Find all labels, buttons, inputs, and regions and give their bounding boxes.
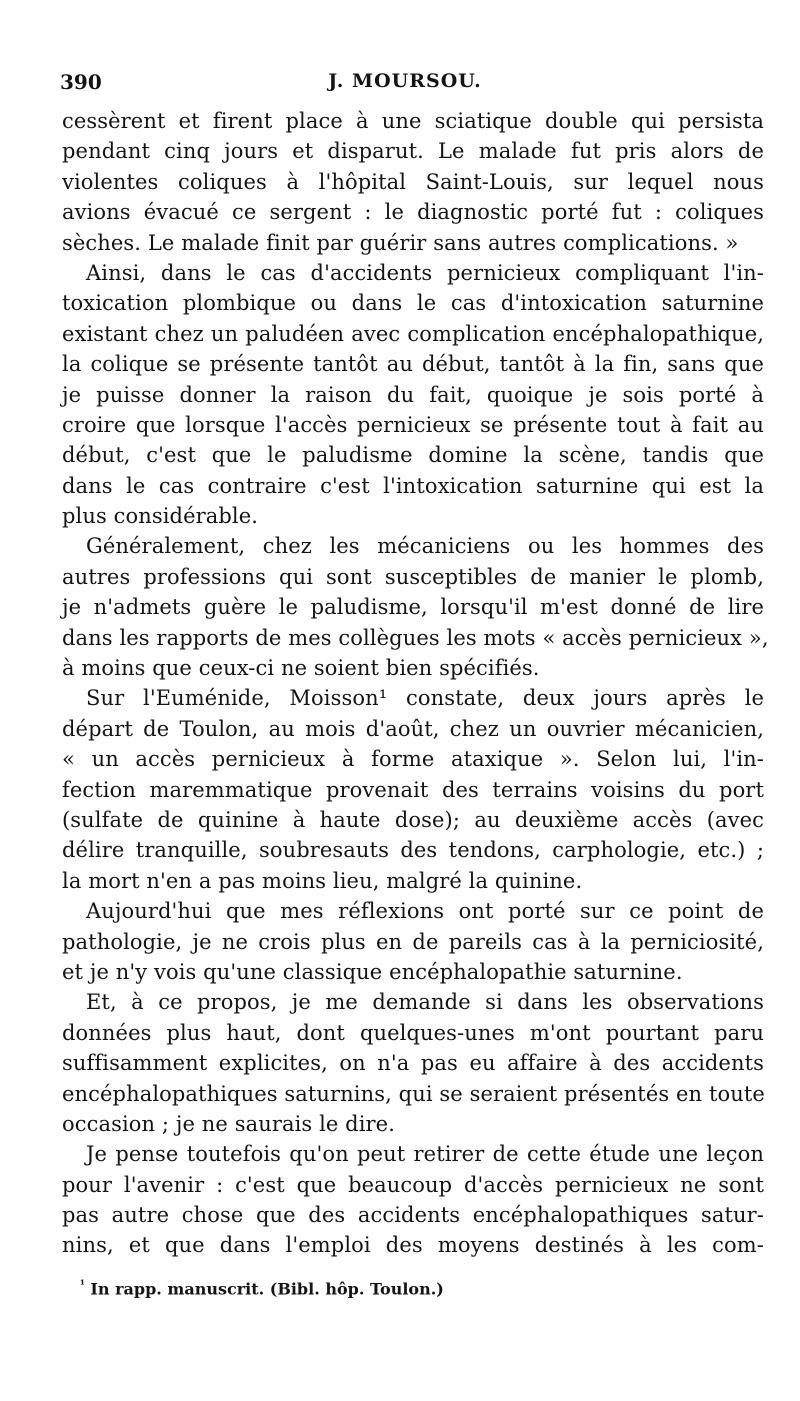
text-line: départ de Toulon, au mois d'août, chez un ouvrier mécanicien, [62, 716, 764, 741]
text-line: et je n'y vois qu'une classique encéphalopathie saturnine. [62, 959, 683, 984]
text-line: Généralement, chez les mécaniciens ou les hommes des [86, 534, 764, 559]
text-line: nins, et que dans l'emploi des moyens destinés à les com- [62, 1233, 764, 1258]
text-line: je n'admets guère le paludisme, lorsqu'il m'est donné de lire [62, 595, 764, 620]
text-line: cessèrent et firent place à une sciatique double qui persista [62, 109, 764, 133]
running-head: J. MOURSOU. [328, 70, 482, 92]
text-line: pas autre chose que des accidents encéphalopathiques satur- [62, 1203, 764, 1228]
text-line: pour l'avenir : c'est que beaucoup d'accès pernicieux ne sont [62, 1172, 764, 1197]
text-line: fection maremmatique provenait des terrains voisins du port [62, 777, 764, 802]
footnote-text: In rapp. manuscrit. (Bibl. hôp. Toulon.) [90, 1279, 444, 1299]
text-line: données plus haut, dont quelques-unes m'ont pourtant paru [62, 1020, 764, 1045]
text-line: existant chez un paludéen avec complication encéphalopathique, [62, 321, 764, 346]
text-line: début, c'est que le paludisme domine la scène, tandis que [62, 443, 764, 468]
text-line: (sulfate de quinine à haute dose); au deuxième accès (avec [62, 807, 764, 832]
text-line: je puisse donner la raison du fait, quoique je sois porté à [62, 382, 764, 407]
text-line: suffisamment explicites, on n'a pas eu affaire à des accidents [62, 1051, 764, 1076]
text-line: Sur l'Euménide, Moisson¹ constate, deux jours après le [86, 686, 764, 711]
page-number: 390 [60, 70, 102, 94]
text-line: dans le cas contraire c'est l'intoxication saturnine qui est la [62, 473, 764, 498]
body-text [62, 106, 769, 1261]
text-line: pendant cinq jours et disparut. Le malade fut pris alors de [62, 139, 764, 164]
text-line: encéphalopathiques saturnins, qui se seraient présentés en toute [62, 1081, 765, 1106]
text-line: Aujourd'hui que mes réflexions ont porté sur ce point de [86, 899, 764, 924]
text-line: délire tranquille, soubresauts des tendons, carphologie, etc.) ; [62, 838, 764, 863]
text-line: violentes coliques à l'hôpital Saint-Louis, sur lequel nous [62, 169, 764, 194]
text-line: occasion ; je ne saurais le dire. [62, 1111, 395, 1136]
text-line: « un accès pernicieux à forme ataxique ». Selon lui, l'in- [62, 747, 764, 772]
text-line: croire que lorsque l'accès pernicieux se présente tout à fait au [62, 412, 764, 437]
text-line: sèches. Le malade finit par guérir sans autres complications. » [62, 230, 739, 255]
text-line: toxication plombique ou dans le cas d'intoxication saturnine [62, 291, 764, 316]
page-header [50, 70, 760, 100]
text-line: la colique se présente tantôt au début, tantôt à la fin, sans que [62, 352, 764, 377]
text-line: plus considérable. [62, 504, 259, 529]
text-line: pathologie, je ne crois plus en de pareils cas à la perniciosité, [62, 929, 764, 954]
text-line: à moins que ceux-ci ne soient bien spécifiés. [62, 656, 540, 681]
text-line: Et, à ce propos, je me demande si dans les observations [86, 990, 764, 1015]
text-line: la mort n'en a pas moins lieu, malgré la quinine. [62, 868, 583, 893]
text-line: Ainsi, dans le cas d'accidents pernicieux compliquant l'in- [86, 260, 764, 285]
text-line: avions évacué ce sergent : le diagnostic porté fut : coliques [62, 200, 764, 225]
text-line: Je pense toutefois qu'on peut retirer de cette étude une leçon [86, 1142, 764, 1167]
footnote-mark: ¹ [80, 1278, 85, 1291]
footnote [80, 1278, 444, 1298]
text-line: autres professions qui sont susceptibles de manier le plomb, [62, 564, 764, 589]
text-line: dans les rapports de mes collègues les mots « accès pernicieux », [62, 625, 769, 650]
